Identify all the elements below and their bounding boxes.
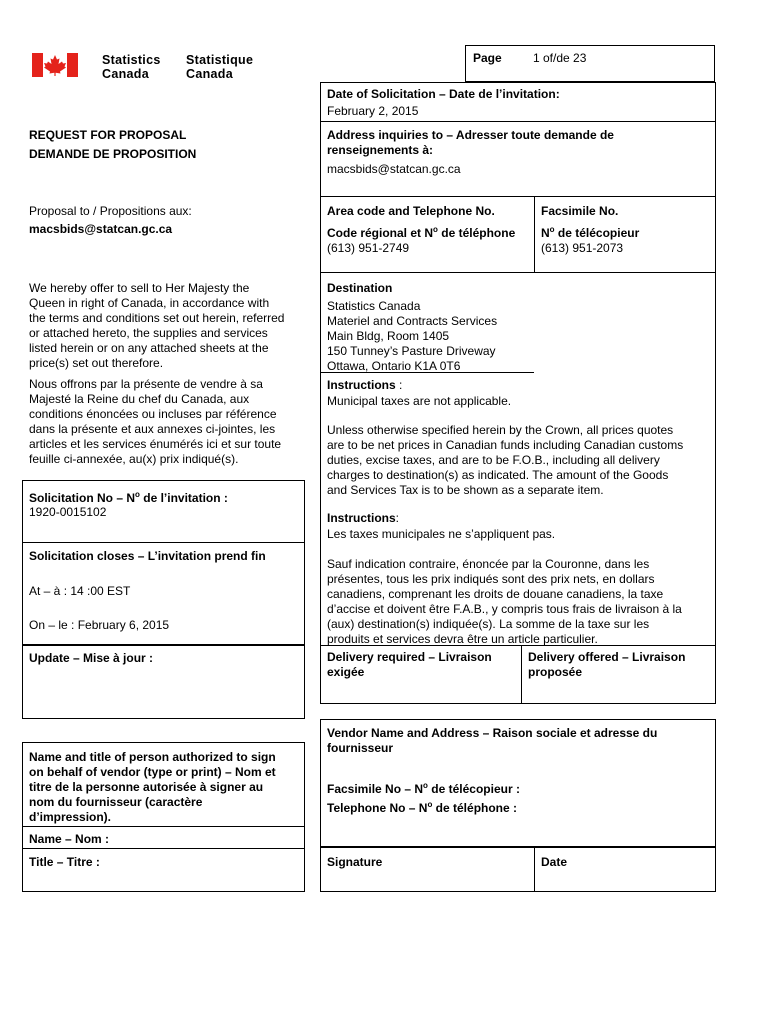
vendor-name-address-label: Vendor Name and Address – Raison sociale et adresse du fournisseur [327,726,658,755]
page-title-en: REQUEST FOR PROPOSAL [29,128,187,142]
date-solicitation-value: February 2, 2015 [327,104,419,118]
date-label: Date [541,855,568,869]
proposal-to-email: macsbids@statcan.gc.ca [29,222,173,236]
instructions-en-line1: Municipal taxes are not applicable. [327,394,512,408]
page-number-box [465,45,715,82]
canada-flag-icon [32,53,78,77]
instructions-en-paragraph: Unless otherwise specified herein by the Crown, all prices quotes are to be net prices in Canadian funds including Canadian customs duties, excise taxes, and are to be F.O.B., including all delivery charges to destination(s) as indicated. The amount of the Goods and Services Tax is to be shown as a separate item. [327,423,684,497]
signature-label: Signature [327,855,383,869]
phone-label-line1: Area code and Telephone No. [327,204,495,218]
update-label: Update – Mise à jour : [29,651,154,665]
delivery-required-label: Delivery required – Livraison exigée [327,650,492,679]
title-label: Title – Titre : [29,855,100,869]
date-solicitation-label: Date of Solicitation – Date de l’invitation: [327,87,560,101]
fax-label-line1: Facsimile No. [541,204,619,218]
solicitation-closes-time: At – à : 14 :00 EST [29,584,131,598]
page-value: 1 of/de 23 [533,51,587,65]
proposal-to-label: Proposal to / Propositions aux: [29,204,192,218]
authorized-person-label: Name and title of person authorized to sign on behalf of vendor (type or print) – Nom et titre de la personne autorisée à signer au nom du fournisseur (caractère d’impression). [29,750,276,824]
statistics-canada-logo [32,52,272,80]
page-title-fr: DEMANDE DE PROPOSITION [29,147,197,161]
solicitation-closes-date: On – le : February 6, 2015 [29,618,170,632]
offer-text-fr: Nous offrons par la présente de vendre à sa Majesté la Reine du chef du Canada, aux conditions énoncées ou incluses par référence dans la présente et aux annexes ci-jointes, les articles et les services énumérés ici et sur toute feuille ci-annexée, au(x) prix indiqué(s). [29,377,282,466]
address-inquiries-email: macsbids@statcan.gc.ca [327,162,461,176]
solicitation-number-value: 1920-0015102 [29,505,107,519]
logo-en-line2: Canada [102,67,149,81]
fax-value: (613) 951-2073 [541,241,624,255]
address-inquiries-label: Address inquiries to – Adresser toute demande de renseignements à: [327,128,614,157]
name-label: Name – Nom : [29,832,110,846]
vendor-phone-label: Telephone No – $N^o$ de téléphone : [327,800,518,815]
phone-label-line2: Code régional et $N^o$ de téléphone [327,225,516,240]
solicitation-closes-label: Solicitation closes – L’invitation prend fin [29,549,266,563]
instructions-fr-paragraph: Sauf indication contraire, énoncée par la Couronne, dans les présentes, tous les prix indiqués sont des prix nets, en dollars canadiens, comprenant les droits de douane canadiens, la taxe d’accise et doivent être F.A.B., y compris tous frais de livraison à la (aux) destination(s) indiquée(s). La somme de la taxe sur les produits et services devra être un article particulier. [327,557,682,646]
destination-address: Statistics Canada Materiel and Contracts Services Main Bldg, Room 1405 150 Tunney’s Pasture Driveway Ottawa, Ontario K1A 0T6 [327,299,498,373]
instructions-fr-heading: Instructions: [327,511,400,525]
logo-en-line1: Statistics [102,53,161,67]
offer-text-en: We hereby offer to sell to Her Majesty the Queen in right of Canada, in accordance with the terms and conditions set out herein, referred or attached hereto, the supplies and services listed herein or on any attached sheets at the price(s) set out therefore. [29,281,285,370]
logo-fr-line2: Canada [186,67,233,81]
solicitation-number-label: Solicitation No – $N^o$ de l’invitation : [29,490,228,505]
fax-label-line2: $N^o$ de télécopieur [541,225,640,240]
phone-value: (613) 951-2749 [327,241,410,255]
page-label: Page [473,51,502,65]
instructions-en-heading: Instructions : [327,378,403,392]
destination-label: Destination [327,281,393,295]
logo-fr-line1: Statistique [186,53,254,67]
instructions-fr-line1: Les taxes municipales ne s’appliquent pas. [327,527,556,541]
vendor-fax-label: Facsimile No – $N^o$ de télécopieur : [327,781,520,796]
delivery-offered-label: Delivery offered – Livraison proposée [528,650,686,679]
